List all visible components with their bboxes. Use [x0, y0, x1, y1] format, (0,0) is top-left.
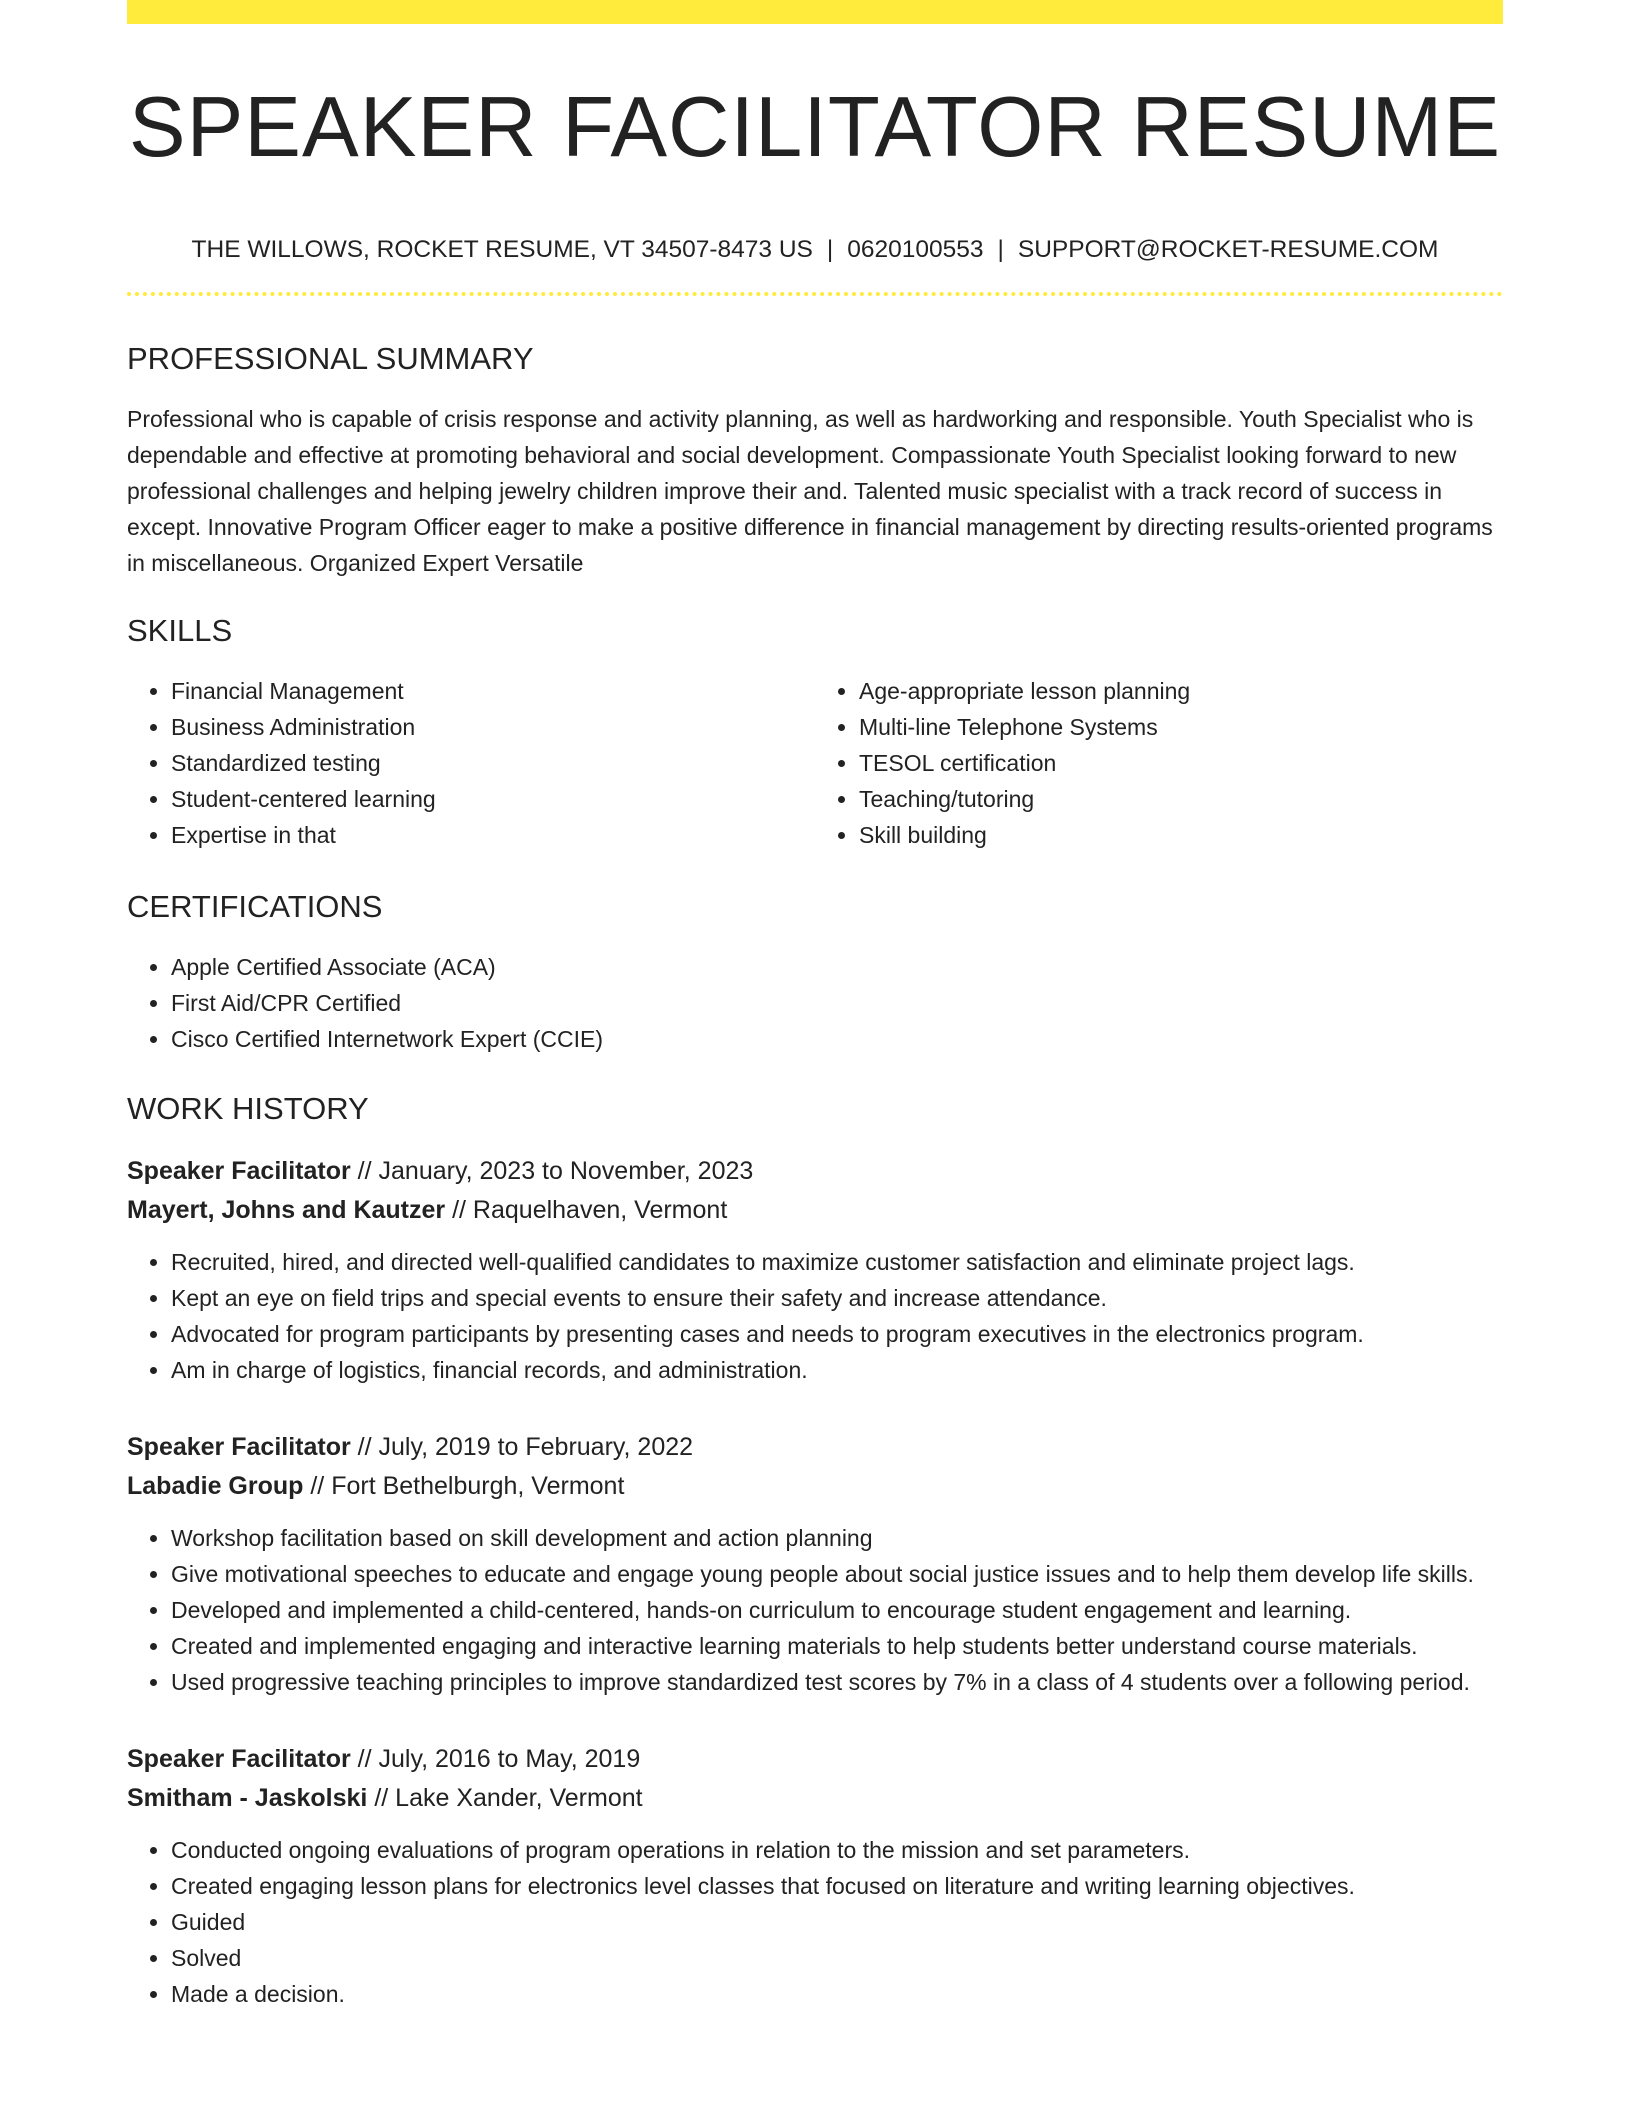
job-company: Mayert, Johns and Kautzer: [127, 1195, 446, 1224]
job-bullet: • Kept an eye on field trips and special events to ensure their safety and increase attendance.: [171, 1280, 1503, 1316]
top-accent-bar: [127, 0, 1503, 24]
skill-item: • Standardized testing: [171, 745, 815, 781]
job-company-line: [127, 1779, 1503, 1818]
skill-item: • Student-centered learning: [171, 781, 815, 817]
job-bullet: • Guided: [171, 1904, 1503, 1940]
contact-separator: |: [997, 236, 1004, 263]
page-title: SPEAKER FACILITATOR RESUME: [128, 80, 1502, 175]
job-title: Speaker Facilitator: [127, 1432, 351, 1461]
job-bullet: • Developed and implemented a child-centered, hands-on curriculum to encourage student engagement and learning.: [171, 1592, 1503, 1628]
skill-item: • Expertise in that: [171, 817, 815, 853]
job-title-line: [127, 1740, 1503, 1779]
skill-item: • Teaching/tutoring: [859, 781, 1503, 817]
skill-item: • Financial Management: [171, 673, 815, 709]
skill-item: • Age-appropriate lesson planning: [859, 673, 1503, 709]
header-divider: [127, 292, 1503, 296]
contact-email: SUPPORT@ROCKET-RESUME.COM: [1017, 236, 1439, 263]
job-location: // Lake Xander, Vermont: [374, 1783, 643, 1812]
job-bullets: [127, 1244, 1503, 1388]
job-company: Labadie Group: [127, 1471, 304, 1500]
job-location: // Raquelhaven, Vermont: [452, 1195, 728, 1224]
job-company-line: [127, 1191, 1503, 1230]
job-bullets: [127, 1832, 1503, 2012]
job-bullet: • Recruited, hired, and directed well-qualified candidates to maximize customer satisfaction and eliminate project lags.: [171, 1244, 1503, 1280]
job-bullet: • Used progressive teaching principles to improve standardized test scores by 7% in a class of 4 students over a following period.: [171, 1664, 1503, 1700]
resume-page: [127, 0, 1503, 2012]
summary-heading: PROFESSIONAL SUMMARY: [127, 340, 534, 376]
job-bullets: [127, 1520, 1503, 1700]
skill-item: • TESOL certification: [859, 745, 1503, 781]
skill-item: • Business Administration: [171, 709, 815, 745]
job-entry: [127, 1152, 1503, 1388]
skill-item: • Multi-line Telephone Systems: [859, 709, 1503, 745]
job-title-line: [127, 1428, 1503, 1467]
skills-columns: [127, 673, 1503, 853]
skills-list-right: [815, 673, 1503, 853]
skills-list-left: [127, 673, 815, 853]
job-bullet: • Solved: [171, 1940, 1503, 1976]
contact-separator: |: [826, 236, 834, 263]
job-title: Speaker Facilitator: [127, 1156, 351, 1185]
job-bullet: • Created and implemented engaging and interactive learning materials to help students better understand course materials.: [171, 1628, 1503, 1664]
contact-line: [127, 238, 1503, 263]
certification-item: • Apple Certified Associate (ACA): [171, 949, 1503, 985]
job-bullet: • Created engaging lesson plans for electronics level classes that focused on literature and writing learning objectives.: [171, 1868, 1503, 1904]
job-dates: // July, 2016 to May, 2019: [357, 1744, 641, 1773]
summary-text: Professional who is capable of crisis response and activity planning, as well as hardworking and responsible. Youth Specialist who is dependable and effective at promoting behavioral and social development. Compassionate Youth Specialist looking forward to new professional challenges and helping jewelry children improve their and. Talented music specialist with a track record of success in except. Innovative Program Officer eager to make a positive difference in financial management by directing results-oriented programs in miscellaneous. Organized Expert Versatile: [127, 405, 1493, 576]
certification-item: • Cisco Certified Internetwork Expert (CCIE): [171, 1021, 1503, 1057]
job-entry: [127, 1428, 1503, 1700]
job-bullet: • Advocated for program participants by presenting cases and needs to program executives in the electronics program.: [171, 1316, 1503, 1352]
job-company: Smitham - Jaskolski: [127, 1783, 368, 1812]
skill-item: • Skill building: [859, 817, 1503, 853]
job-bullet: • Give motivational speeches to educate and engage young people about social justice issues and to help them develop life skills.: [171, 1556, 1503, 1592]
work-history-heading: WORK HISTORY: [127, 1090, 369, 1126]
job-dates: // January, 2023 to November, 2023: [357, 1156, 754, 1185]
contact-phone: 0620100553: [847, 236, 984, 263]
certification-item: • First Aid/CPR Certified: [171, 985, 1503, 1021]
job-entry: [127, 1740, 1503, 2012]
job-company-line: [127, 1467, 1503, 1506]
job-bullet: • Conducted ongoing evaluations of program operations in relation to the mission and set parameters.: [171, 1832, 1503, 1868]
certifications-heading: CERTIFICATIONS: [127, 888, 383, 924]
job-title: Speaker Facilitator: [127, 1744, 351, 1773]
job-dates: // July, 2019 to February, 2022: [357, 1432, 694, 1461]
skills-heading: SKILLS: [127, 612, 233, 648]
job-bullet: • Workshop facilitation based on skill development and action planning: [171, 1520, 1503, 1556]
job-bullet: • Made a decision.: [171, 1976, 1503, 2012]
contact-address: THE WILLOWS, ROCKET RESUME, VT 34507-8473 US: [191, 236, 813, 263]
job-bullet: • Am in charge of logistics, financial records, and administration.: [171, 1352, 1503, 1388]
job-location: // Fort Bethelburgh, Vermont: [310, 1471, 625, 1500]
certifications-list: [127, 949, 1503, 1057]
job-title-line: [127, 1152, 1503, 1191]
